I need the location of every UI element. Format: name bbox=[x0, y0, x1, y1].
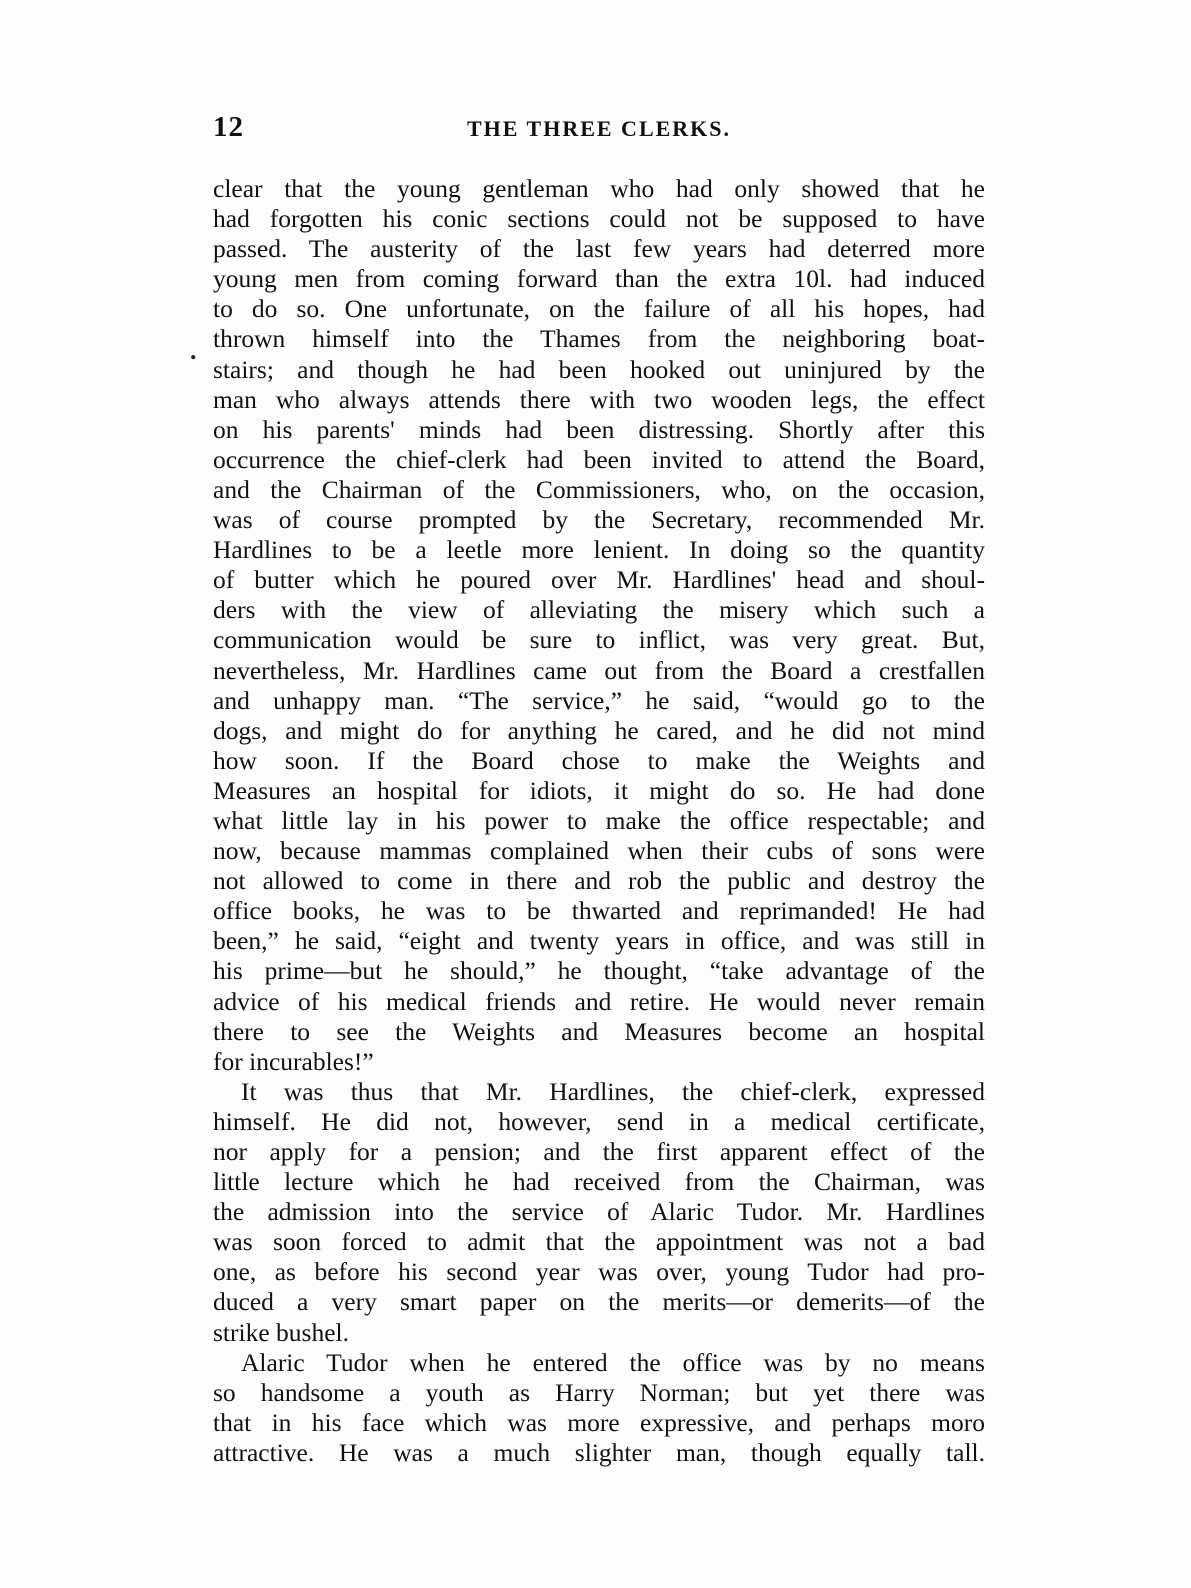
text-line: for incurables!” bbox=[213, 1046, 374, 1076]
text-line: to do so. One unfortunate, on the failure of all his hopes, had bbox=[213, 294, 985, 324]
running-head bbox=[213, 111, 985, 151]
page-number: 12 bbox=[213, 111, 244, 143]
text-line: duced a very smart paper on the merits—or demerits—of the bbox=[213, 1287, 985, 1317]
text-line: his prime—but he should,” he thought, “take advantage of the bbox=[213, 956, 985, 986]
text-line: advice of his medical friends and retire. He would never remain bbox=[213, 986, 985, 1016]
running-title: THE THREE CLERKS. bbox=[466, 116, 732, 141]
text-line: had forgotten his conic sections could not be supposed to have bbox=[213, 204, 985, 234]
text-line: Alaric Tudor when he entered the office was by no means bbox=[241, 1347, 985, 1377]
text-line: of butter which he poured over Mr. Hardlines' head and shoul- bbox=[213, 565, 985, 595]
margin-dot: . bbox=[190, 336, 197, 365]
text-line: the admission into the service of Alaric Tudor. Mr. Hardlines bbox=[213, 1197, 985, 1227]
text-line: young men from coming forward than the extra 10l. had induced bbox=[213, 264, 985, 294]
text-line: and unhappy man. “The service,” he said, “would go to the bbox=[213, 685, 985, 715]
body-text bbox=[213, 174, 985, 1468]
text-line: nevertheless, Mr. Hardlines came out from the Board a crestfallen bbox=[213, 655, 985, 685]
text-line: and the Chairman of the Commissioners, who, on the occasion, bbox=[213, 474, 985, 504]
text-line: Hardlines to be a leetle more lenient. In doing so the quantity bbox=[213, 535, 985, 565]
text-line: how soon. If the Board chose to make the Weights and bbox=[213, 745, 985, 775]
text-line: strike bushel. bbox=[213, 1317, 349, 1347]
text-line: on his parents' minds had been distressing. Shortly after this bbox=[213, 414, 985, 444]
text-line: himself. He did not, however, send in a medical certificate, bbox=[213, 1106, 985, 1136]
text-line: what little lay in his power to make the office respectable; and bbox=[213, 805, 985, 835]
text-line: Measures an hospital for idiots, it might do so. He had done bbox=[213, 775, 985, 805]
text-line: one, as before his second year was over, young Tudor had pro- bbox=[213, 1257, 985, 1287]
text-line: that in his face which was more expressive, and perhaps moro bbox=[213, 1407, 985, 1437]
text-line: not allowed to come in there and rob the public and destroy the bbox=[213, 866, 985, 896]
text-line: so handsome a youth as Harry Norman; but yet there was bbox=[213, 1377, 985, 1407]
text-line: stairs; and though he had been hooked out uninjured by the bbox=[213, 354, 985, 384]
text-line: was soon forced to admit that the appointment was not a bad bbox=[213, 1227, 985, 1257]
text-line: thrown himself into the Thames from the neighboring boat- bbox=[213, 324, 985, 354]
text-line: It was thus that Mr. Hardlines, the chief-clerk, expressed bbox=[241, 1076, 985, 1106]
text-line: clear that the young gentleman who had only showed that he bbox=[213, 174, 985, 203]
text-line: now, because mammas complained when their cubs of sons were bbox=[213, 836, 985, 866]
text-line: there to see the Weights and Measures become an hospital bbox=[213, 1016, 985, 1046]
text-line: little lecture which he had received from the Chairman, was bbox=[213, 1167, 985, 1197]
text-line: was of course prompted by the Secretary, recommended Mr. bbox=[213, 505, 985, 535]
text-line: been,” he said, “eight and twenty years in office, and was still in bbox=[213, 926, 985, 956]
text-line: man who always attends there with two wooden legs, the effect bbox=[213, 384, 985, 414]
text-line: office books, he was to be thwarted and reprimanded! He had bbox=[213, 896, 985, 926]
text-line: attractive. He was a much slighter man, though equally tall. bbox=[213, 1437, 985, 1467]
text-line: dogs, and might do for anything he cared, and he did not mind bbox=[213, 715, 985, 745]
text-line: nor apply for a pension; and the first apparent effect of the bbox=[213, 1137, 985, 1166]
text-line: communication would be sure to inflict, was very great. But, bbox=[213, 625, 985, 655]
text-line: occurrence the chief-clerk had been invited to attend the Board, bbox=[213, 444, 985, 474]
text-line: ders with the view of alleviating the misery which such a bbox=[213, 595, 985, 625]
text-line: passed. The austerity of the last few years had deterred more bbox=[213, 234, 985, 264]
